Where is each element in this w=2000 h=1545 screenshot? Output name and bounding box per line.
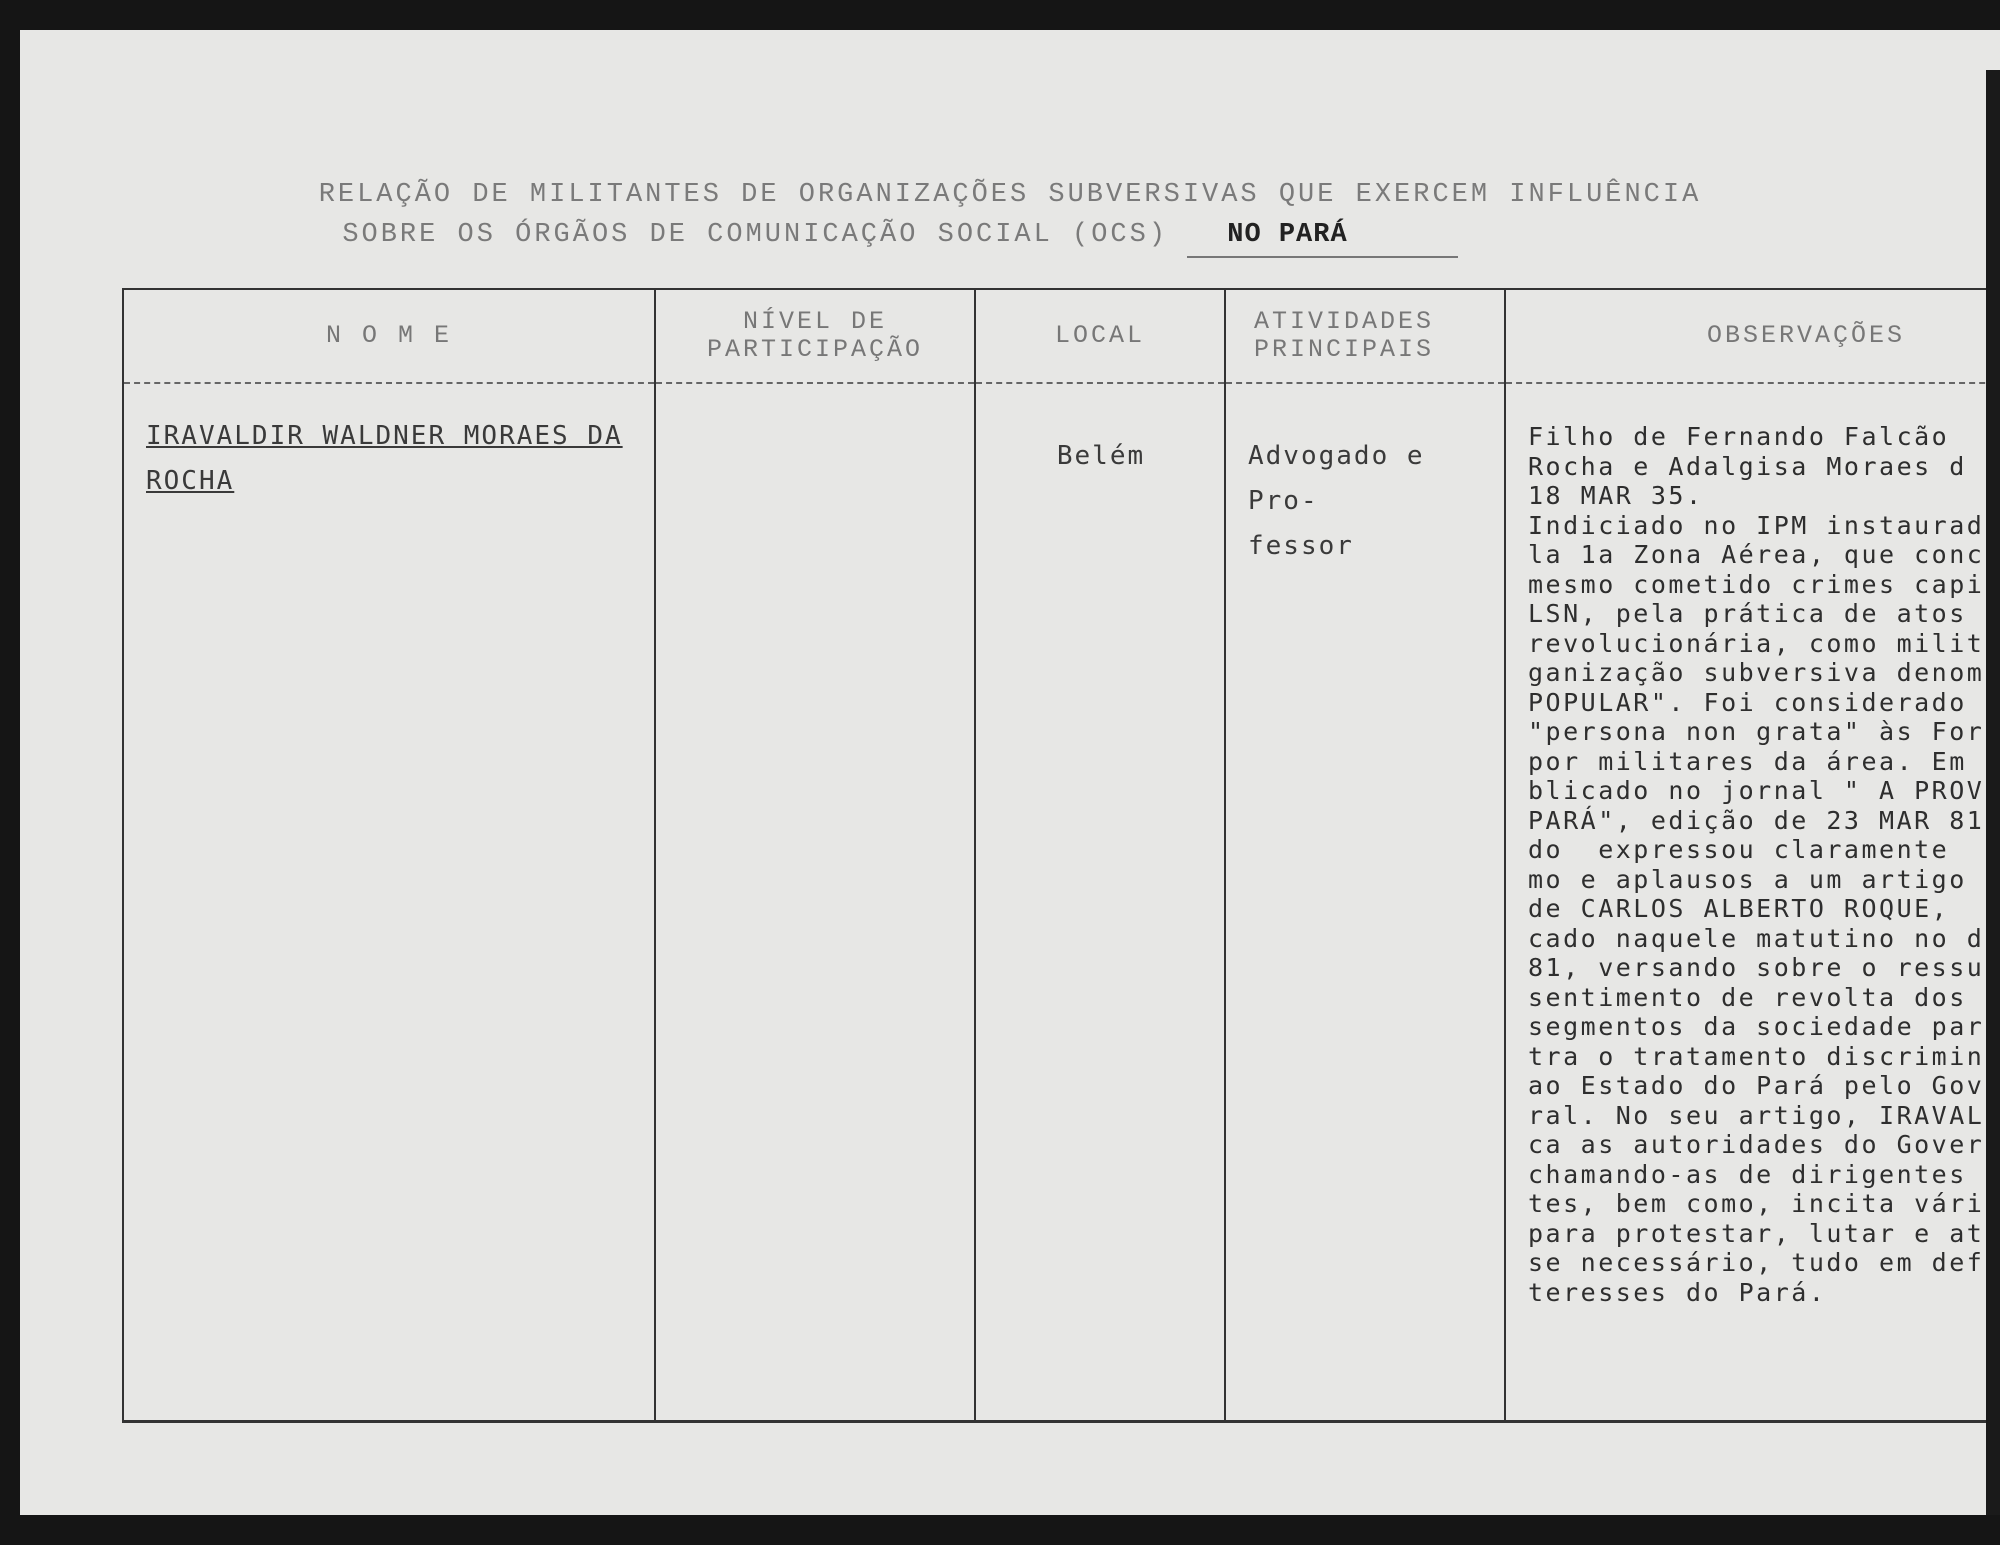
header-local: LOCAL	[976, 290, 1224, 384]
region-label: NO PARÁ	[1187, 220, 1457, 258]
local-value: Belém	[1056, 441, 1146, 471]
document-title-line-2	[20, 220, 1890, 258]
column-nivel	[656, 290, 976, 1420]
scan-edge	[1986, 70, 2000, 1515]
document-page	[20, 30, 2000, 1515]
nivel-value	[656, 384, 974, 414]
header-observacoes: OBSERVAÇÕES	[1506, 290, 2000, 384]
atividades-value: Advogado e Pro- fessor	[1248, 441, 1425, 561]
header-nivel-participacao: NÍVEL DE PARTICIPAÇÃO	[656, 290, 974, 384]
document-title-text: SOBRE OS ÓRGÃOS DE COMUNICAÇÃO SOCIAL (OCS)	[342, 220, 1169, 250]
militants-table	[122, 288, 2000, 1423]
column-atividades	[1226, 290, 1506, 1420]
column-observacoes	[1506, 290, 2000, 1420]
column-nome	[124, 290, 656, 1420]
header-nome: N O M E	[124, 290, 654, 384]
header-atividades-principais: ATIVIDADES PRINCIPAIS	[1226, 290, 1504, 384]
observacoes-text: Filho de Fernando Falcão Rocha e Adalgisa Moraes d 18 MAR 35. Indiciado no IPM instaurad la 1a Zona Aérea, que conc mesmo cometido crimes capi LSN, pela prática de atos revolucionária, como milit ganização subversiva denom POPULAR". Foi considerado "persona non grata" às For por militares da área. Em blicado no jornal " A PROV PARÁ", edição de 23 MAR 81 do expressou claramente mo e aplausos a um artigo de CARLOS ALBERTO ROQUE, cado naquele matutino no d 81, versando sobre o ressu sentimento de revolta dos segmentos da sociedade par tra o tratamento discrimin ao Estado do Pará pelo Gov ral. No seu artigo, IRAVAL ca as autoridades do Gover chamando-as de dirigentes tes, bem como, incita vári para protestar, lutar e at se necessário, tudo em def teresses do Pará.	[1528, 422, 1985, 1307]
document-title-line-1: RELAÇÃO DE MILITANTES DE ORGANIZAÇÕES SUBVERSIVAS QUE EXERCEM INFLUÊNCIA	[318, 180, 1702, 210]
militant-name: IRAVALDIR WALDNER MORAES DA ROCHA	[146, 421, 623, 496]
column-local	[976, 290, 1226, 1420]
